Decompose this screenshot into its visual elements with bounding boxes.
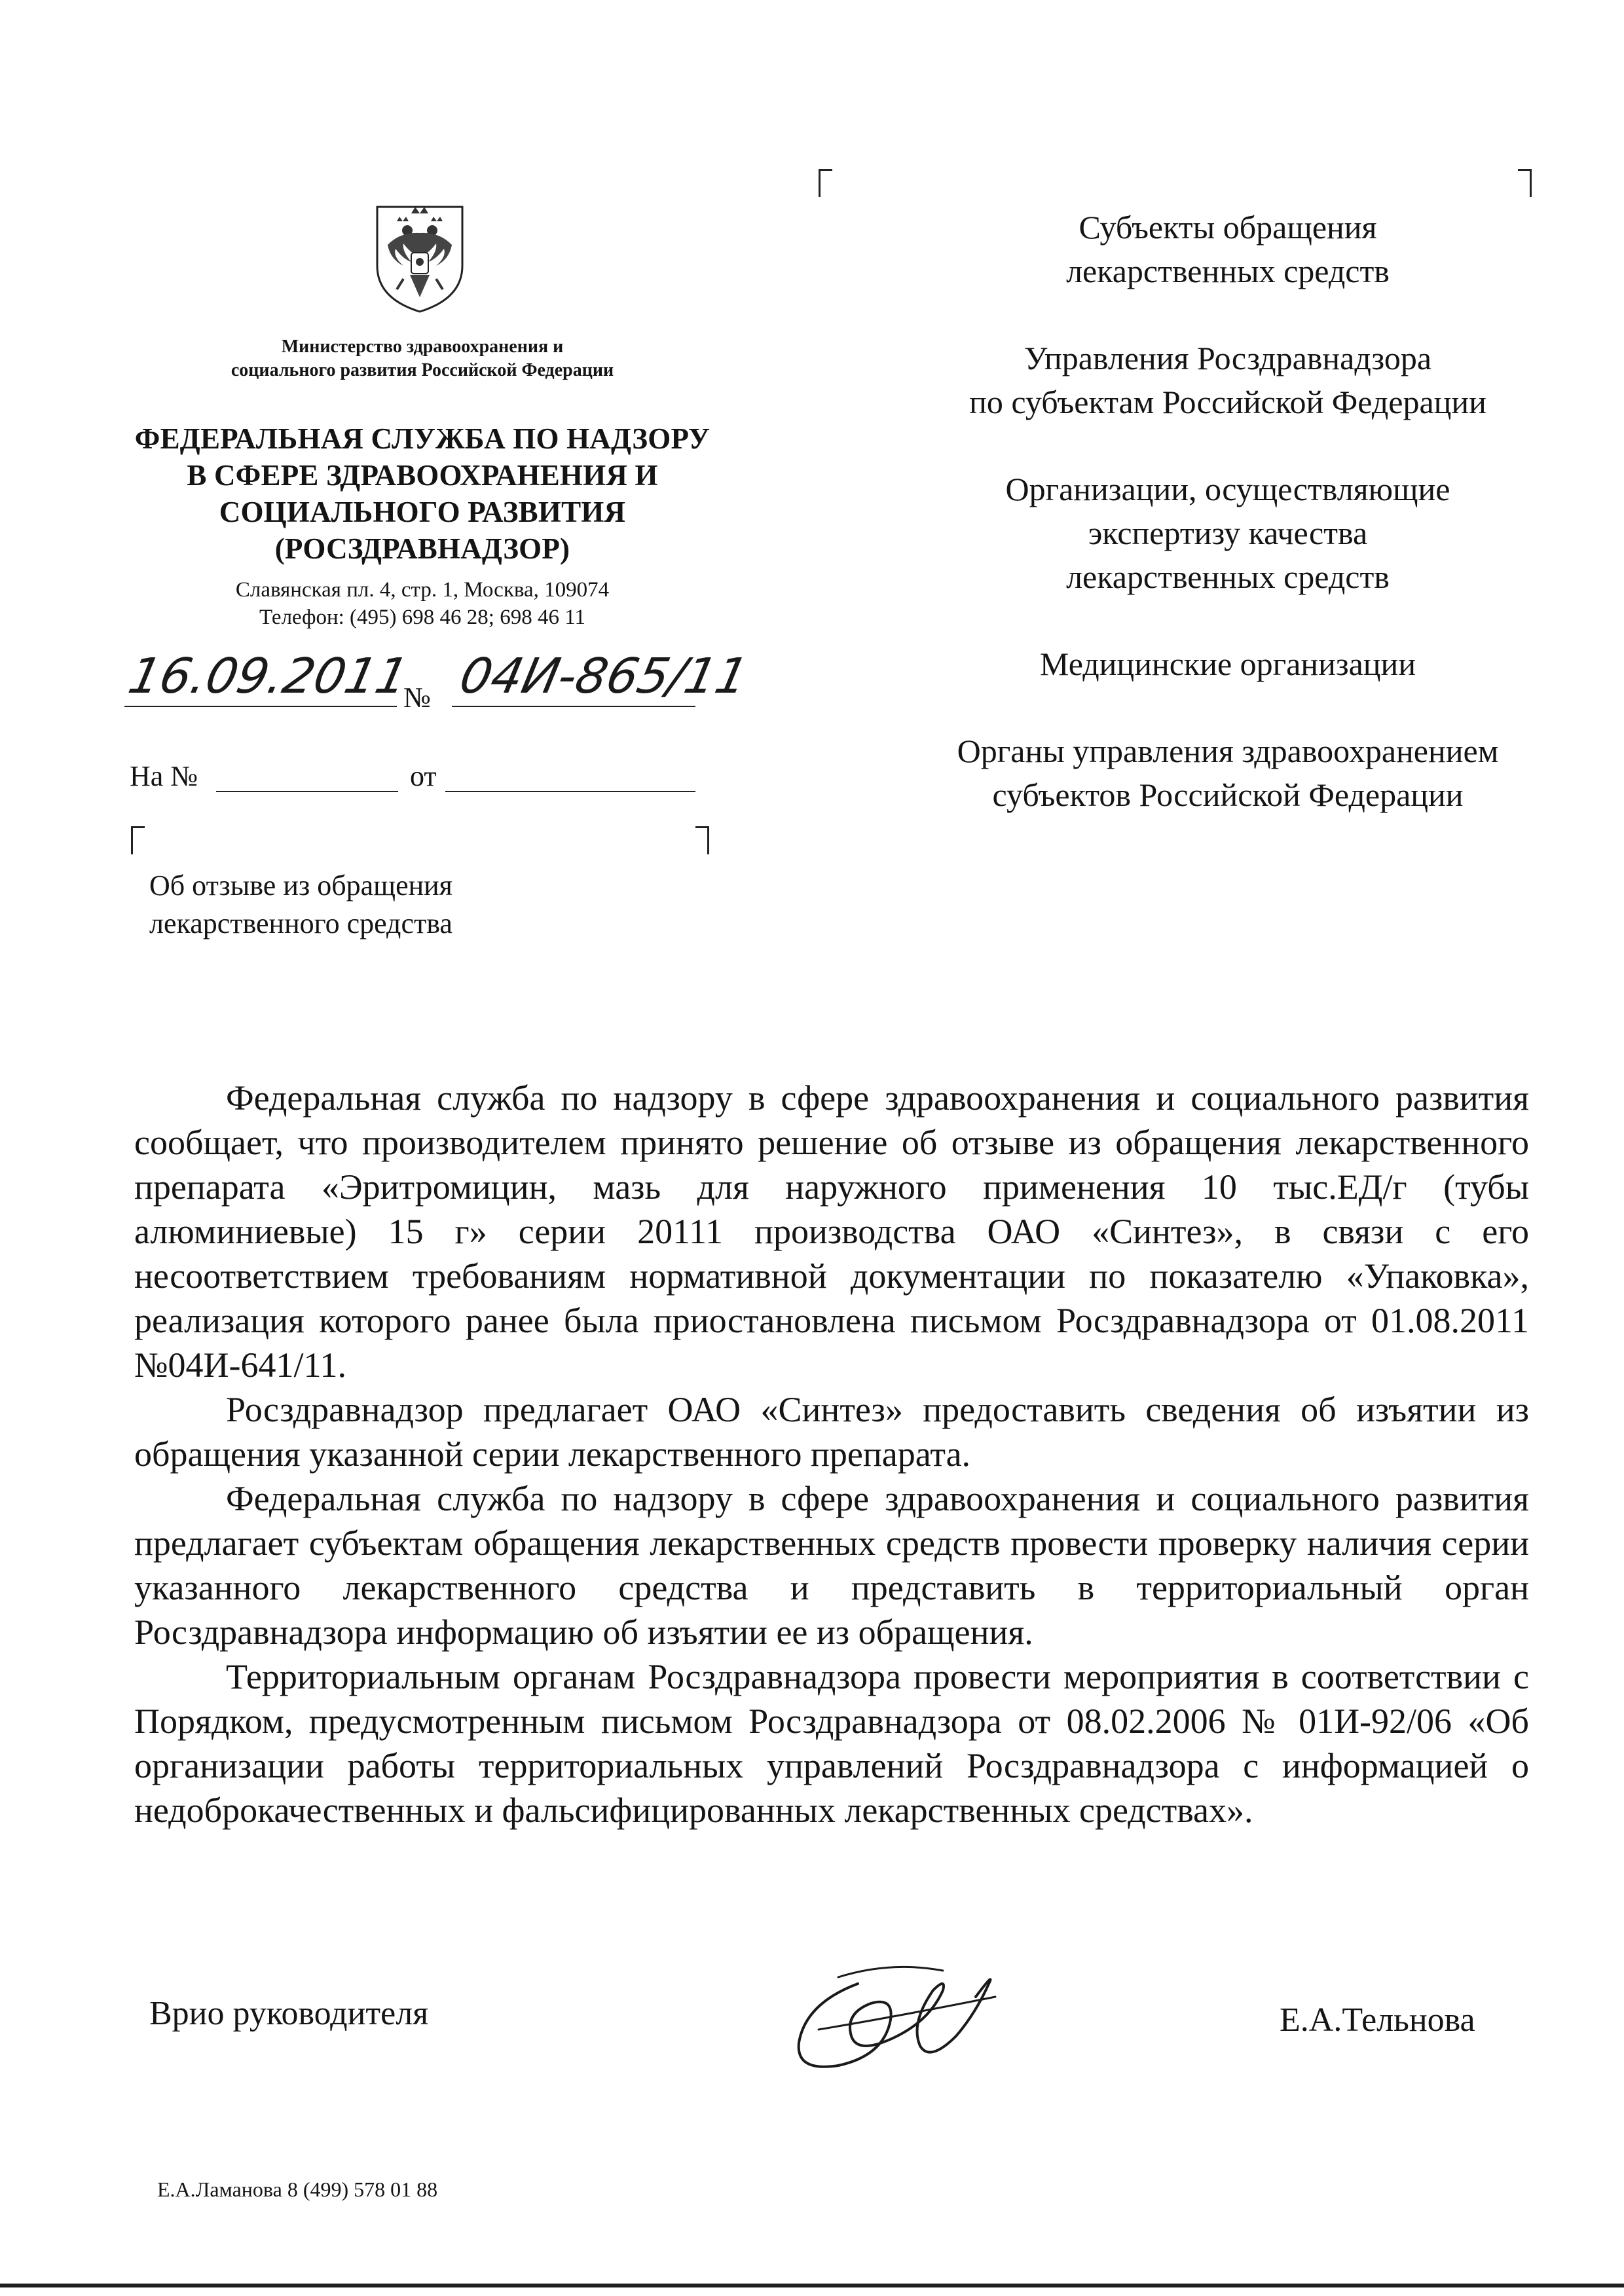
body-paragraph: Федеральная служба по надзору в сфере здравоохранения и социального развития предлагает субъектам обращения лекарственных средств провести проверку наличия серии указанного лекарственного средства и представить в территориальный орган Росздравнадзора информацию об изъятии ее из обращения. bbox=[134, 1479, 1529, 1652]
addressee-line: Органы управления здравоохранением bbox=[957, 733, 1499, 769]
addressee-group bbox=[877, 642, 1578, 686]
service-contacts bbox=[118, 576, 727, 631]
signatory-title: Врио руководителя bbox=[149, 1995, 429, 2032]
letter-body bbox=[134, 1076, 1529, 1832]
service-address: Славянская пл. 4, стр. 1, Москва, 109074 bbox=[235, 578, 610, 602]
addressee-line: Управления Росздравнадзора bbox=[1024, 340, 1432, 376]
body-paragraph: Территориальным органам Росздравнадзора провести мероприятия в соответствии с Порядком, предусмотренным письмом Росздравнадзора от 08.02.2006 № 01И-92/06 «Об организации работы территориальных управлений Росздравнадзора с информацией о недоброкачественных и фальсифицированных лекарственных средствах». bbox=[134, 1657, 1529, 1830]
reply-from-label: от bbox=[410, 760, 437, 792]
service-line: (РОСЗДРАВНАДЗОР) bbox=[274, 532, 570, 565]
subject-bracket-left bbox=[131, 826, 145, 854]
addressee-bracket-right bbox=[1518, 169, 1532, 197]
addressee-group bbox=[877, 206, 1578, 293]
service-line: СОЦИАЛЬНОГО РАЗВИТИЯ bbox=[219, 496, 626, 528]
addressee-group bbox=[877, 337, 1578, 424]
body-paragraph: Росздравнадзор предлагает ОАО «Синтез» предоставить сведения об изъятии из обращения указанной серии лекарственного препарата. bbox=[134, 1390, 1529, 1474]
subject-line: Об отзыве из обращения bbox=[149, 869, 452, 902]
executor-contact: Е.А.Ламанова 8 (499) 578 01 88 bbox=[157, 2178, 438, 2201]
addressee-line: субъектов Российской Федерации bbox=[992, 776, 1464, 813]
service-line: В СФЕРЕ ЗДРАВООХРАНЕНИЯ И bbox=[187, 459, 658, 492]
ministry-name bbox=[118, 335, 727, 382]
addressee-line: лекарственных средств bbox=[1066, 253, 1390, 289]
addressee-line: Субъекты обращения bbox=[1079, 209, 1377, 246]
addressee-line: по субъектам Российской Федерации bbox=[969, 384, 1486, 420]
ministry-line: социального развития Российской Федерации bbox=[231, 360, 614, 380]
subject-line: лекарственного средства bbox=[149, 907, 452, 939]
reply-number-label: На № bbox=[130, 760, 198, 792]
subject-bracket-right bbox=[695, 826, 709, 854]
addressee-line: Медицинские организации bbox=[1039, 646, 1416, 682]
addressee-line: Организации, осуществляющие bbox=[1005, 471, 1450, 507]
letter-subject bbox=[149, 867, 608, 943]
outgoing-number: 04И-865/11 bbox=[454, 648, 753, 704]
outgoing-date: 16.09.2011 bbox=[123, 648, 413, 704]
addressee-list bbox=[877, 206, 1578, 860]
date-underline bbox=[124, 706, 397, 707]
addressee-line: лекарственных средств bbox=[1066, 558, 1390, 595]
body-paragraph: Федеральная служба по надзору в сфере здравоохранения и социального развития сообщает, что производителем принято решение об отзыве из обращения лекарственного препарата «Эритромицин, мазь для наружного применения 10 тыс.ЕД/г (тубы алюминиевые) 15 г» серии 20111 производства ОАО «Синтез», в связи с его несоответствием требованиям нормативной документации по показателю «Упаковка», реализация которого ранее была приостановлена письмом Росздравнадзора от 01.08.2011 №04И-641/11. bbox=[134, 1078, 1529, 1385]
number-label: № bbox=[403, 682, 431, 714]
addressee-bracket-left bbox=[819, 169, 832, 197]
number-underline bbox=[452, 706, 695, 707]
coat-of-arms-icon bbox=[364, 194, 475, 316]
service-phone: Телефон: (495) 698 46 28; 698 46 11 bbox=[259, 606, 585, 629]
reply-date-blank bbox=[445, 791, 695, 792]
signatory-name: Е.А.Тельнова bbox=[1280, 2001, 1475, 2039]
ministry-line: Министерство здравоохранения и bbox=[281, 337, 564, 357]
service-line: ФЕДЕРАЛЬНАЯ СЛУЖБА ПО НАДЗОРУ bbox=[134, 422, 710, 455]
addressee-line: экспертизу качества bbox=[1088, 515, 1368, 551]
service-name bbox=[98, 420, 747, 567]
page-bottom-rule bbox=[0, 2284, 1624, 2287]
reply-number-blank bbox=[216, 791, 398, 792]
addressee-group bbox=[877, 729, 1578, 817]
addressee-group bbox=[877, 467, 1578, 599]
handwritten-signature bbox=[779, 1958, 1015, 2088]
